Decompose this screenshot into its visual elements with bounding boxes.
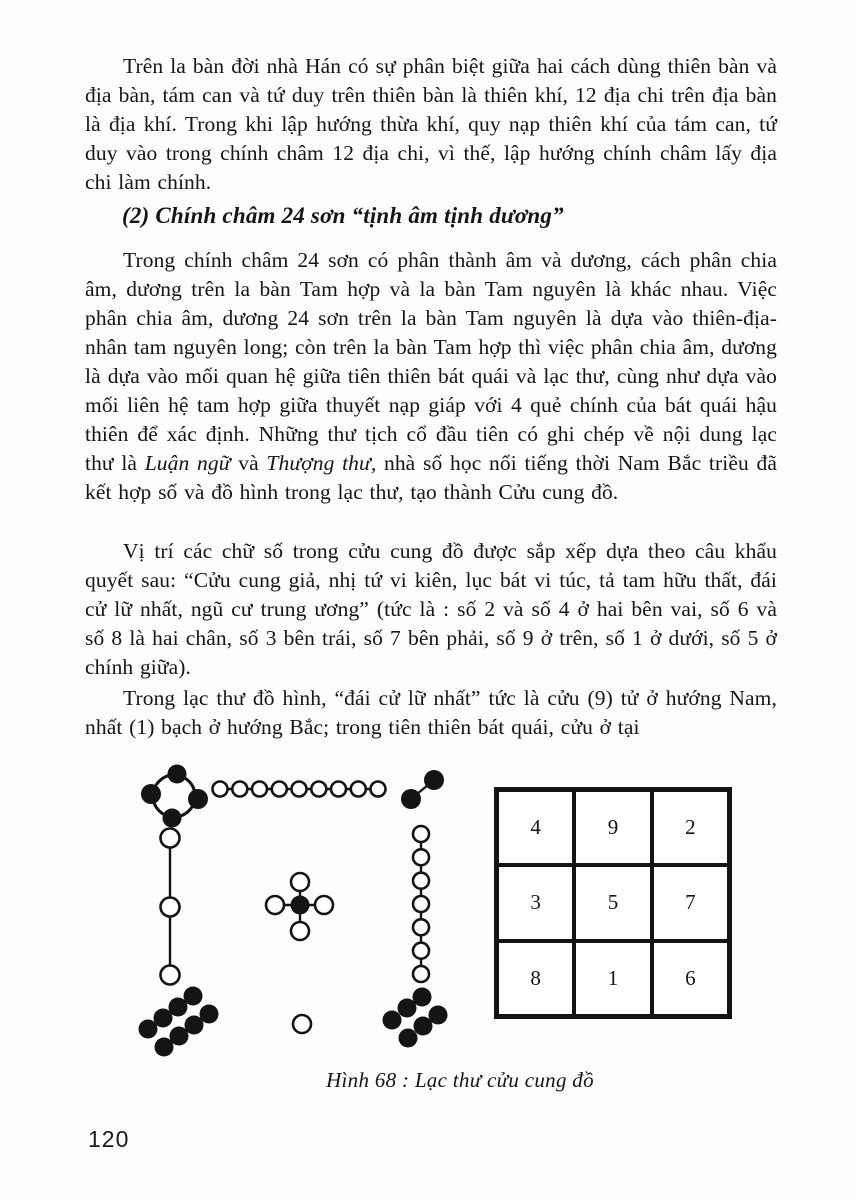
loshu-dot-diagram — [120, 757, 460, 1063]
magic-square-cell: 7 — [652, 865, 729, 940]
loshu-group-2-icon — [401, 770, 444, 809]
page-number: 120 — [88, 1126, 130, 1152]
loshu-group-1-icon — [293, 1015, 311, 1033]
magic-square-cell: 1 — [574, 941, 651, 1016]
loshu-group-9-icon — [213, 782, 386, 797]
loshu-group-6-icon — [383, 988, 448, 1048]
loshu-group-3-icon — [161, 829, 180, 985]
magic-square-cell: 9 — [574, 790, 651, 865]
loshu-group-4-icon — [141, 765, 208, 828]
magic-square-cell: 4 — [497, 790, 574, 865]
paragraph-1: Trên la bàn đời nhà Hán có sự phân biệt giữa hai cách dùng thiên bàn và địa bàn, tám can và tứ duy trên thiên bàn là thiên khí, 12 địa chi trên địa bàn là địa khí. Trong khi lập hướng thừa khí, quy nạp thiên khí của tám can, tứ duy vào trong chính châm 12 địa chi, vì thế, lập hướng chính châm lấy địa chi làm chính. — [85, 54, 777, 194]
magic-square-cell: 3 — [497, 865, 574, 940]
magic-square-grid — [494, 787, 732, 1019]
paragraph-2: Trong chính châm 24 sơn có phân thành âm và dương, cách phân chia âm, dương trên la bàn Tam hợp và la bàn Tam nguyên là khác nhau. Việc phân chia âm, dương 24 sơn trên la bàn Tam nguyên là dựa vào thiên-địa-nhân tam nguyên long; còn trên la bàn Tam hợp thì việc phân chia âm, dương là dựa vào mối quan hệ giữa tiên thiên bát quái và lạc thư, cùng như dựa vào mối liên hệ tam hợp giữa thuyết nạp giáp với 4 quẻ chính của bát quái hậu thiên để xác định. Những thư tịch cổ đầu tiên có ghi chép về nội dung lạc thư là Luận ngữ và Thượng thư, nhà số học nổi tiếng thời Nam Bắc triều đã kết hợp số và đồ hình trong lạc thư, tạo thành Cửu cung đồ. — [85, 248, 777, 504]
magic-square-cell: 5 — [574, 865, 651, 940]
figure-lac-thu — [120, 757, 780, 1063]
loshu-group-7-icon — [413, 826, 429, 982]
loshu-group-8-icon — [139, 987, 219, 1057]
paragraph-4: Trong lạc thư đồ hình, “đái cử lữ nhất” tức là cửu (9) tử ở hướng Nam, nhất (1) bạch ở hướng Bắc; trong tiên thiên bát quái, cửu ở tại — [85, 686, 777, 739]
magic-square-cell: 8 — [497, 941, 574, 1016]
paragraph-3: Vị trí các chữ số trong cửu cung đồ được sắp xếp dựa theo câu khẩu quyết sau: “Cửu cung giả, nhị tứ vi kiên, lục bát vi túc, tả tam hữu thất, đái cử lữ nhất, ngũ cư trung ương” (tức là : số 2 và số 4 ở hai bên vai, số 6 và số 8 là hai chân, số 3 bên trái, số 7 bên phải, số 9 ở trên, số 1 ở dưới, số 5 ở chính giữa). — [85, 539, 777, 679]
section-heading: (2) Chính châm 24 sơn “tịnh âm tịnh dương” — [122, 203, 564, 228]
loshu-group-5-icon — [266, 873, 333, 940]
magic-square-cell: 6 — [652, 941, 729, 1016]
figure-caption: Hình 68 : Lạc thư cửu cung đồ — [326, 1068, 594, 1092]
magic-square-cell: 2 — [652, 790, 729, 865]
